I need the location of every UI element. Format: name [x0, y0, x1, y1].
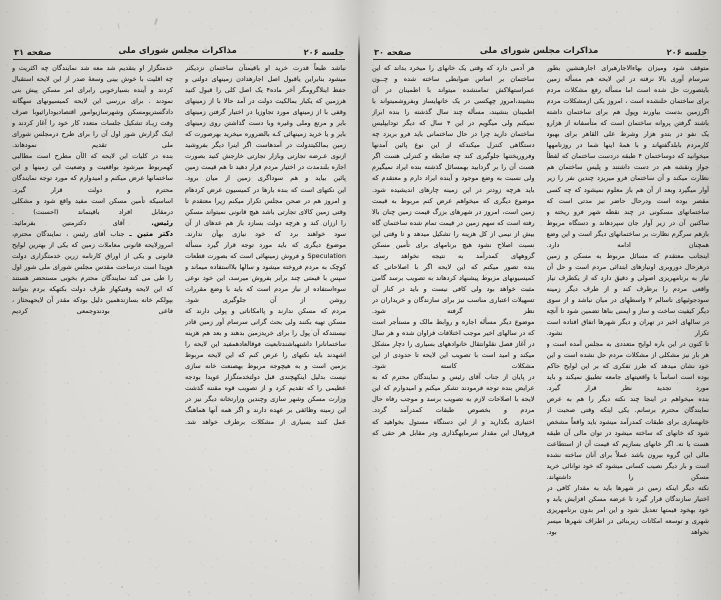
body-paragraph: بنده تصور میکنم که این لایحه اگر با اصلاحاتی که کمیسیونهای مربوط پیشنهاد کردهاند به تصویب برسد گامی مثبت خواهد بود ولی کافی نیست و باید در کنار آن تسهیلات اعتباری مناسب نیز برای سازندگان و خریداران در نظر گرفته شود. [372, 262, 535, 316]
right-page-number: صفحه ۳۰ [374, 46, 412, 57]
body-paragraph: مردم که مسکن ندارند و پاامکاناتی و پولی دارند که مسکن تهیه بکنند ولی بحث گرانی سرسام آور زمین قادر نیستندکه آن پول را برای خریدزمین بدهند و بعد هم هزینه ساختمانانرا داشتهباشندتابعیت فوقالعادهمفید این لایحه را اشهدند باید نکتهای را عرض کنم که این لایحه مربوط بزمین است و به هیچوجه مربوط بهصنعت خانه سازی نیست بدلیل اینکهچندی قبل دولتخدمتگزار عویدا بودجه عظیمی را که تقدیم کرد و از تصویب قوه مقننه گذشت وزارت مسکن وشهر سازی وچندین وزارتخانه دیگر نیز در این زمینه وظائفی بر عهده دارند و اگر همه آنها هماهنگ عمل کنند بسیاری از مشکلات برطرف خواهد شد. [185, 307, 346, 426]
speaker-name-deputy: دکتر متین ـ [129, 229, 173, 238]
left-page-number: صفحه ۳۱ [14, 46, 52, 57]
scan-speck [275, 540, 277, 542]
body-paragraph: متوقف شود ومیزان بهاءالاجارهبرای اجارهنشین بطور سرسام آوری بالا نرفته در این لایحه هم مسأله زمین بایتصورت حل شده است اما مسأله رفع مشکلات مردم برای ساختمان حلنشده است ، امروز یکی ازمشکلات مردم اگرزمین بدست بیاورند وپول هم برای ساختمان داشته باشند گرفتن پروانه ساختمان است که متأسفانه از هزارو یک نفو در بتدو هزار وشرط علی القاهر برای بهبود کارمردم بابلدگفتهاند و با همهٔ اینها شما در روزنامهها میخوانید که دوساختمان ۴ طبقه دردست ساختمان که لفظاً جواز ونقشه هم در دست داشتند و پلیس ساختمان هم نظارت میکند و آن ساختمان فرو میریزد چندین نفر را زیر آوار میگیرد وبعد از آن هم باز معلوم نمیشود که چه کسی مقصر بوده است ودرحال حاضر نیز مدتی است که ساختمانهای مسکونی در چند نقطه شهر فرو ریخته و ساکنین آن در زیر آوار جان سپردهاند و دستگاه مربوط بازهم سرگرم نظارت بر ساختمانهای دیگر است و این وضع همچنان ادامه دارد. [546, 64, 709, 249]
right-page-document-title: مذاکرات مجلس شورای ملی [479, 46, 599, 57]
speech-text: جناب آقای رئیس ، نمایندگان محترم، امروزلایحه قانونی معاملات زمین که یکی از بهترین لوایح قانونی و یکی از اوراق کارنامه زرین خدمتگزاری دولت هویدا است درساحت مقدس مجلس شورای ملی شور اول را طی می کند نمایندگان محترم بخوبی مستحضر هستند که این لایحه وقتیکهاز طرف دولت بکتهکه بردم بتوانند بپولکم خانه بسازندهمین دلیل بودکه مقدر آن لایحهبحثاز ، فاعی بودندوجمعی کردیم [12, 229, 173, 316]
body-paragraph: موضوع دیگر مسأله اجاره و روابط مالک و مستأجر است که در سالهای اخیر موجب اختلافات فراوان شده و هر سال در آغاز فصل نقلوانتقال خانوادههای بسیاری را دچار مشکل میکند و امید است با تصویب این لایحه تا حدودی از این مشکلات کاسته شود. [372, 318, 535, 371]
body-paragraph: موضوع دیگری که میخواهم عرض کنم مربوط به قیمت زمین است، امروز در شهرهای بزرگ قیمت زمین چنان بالا رفته است که سهم زمین در قیمت تمام شده ساختمان گاه بیش از نیمی از کل هزینه را تشکیل میدهد و تا وقتی این نسبت اصلاح نشود هیچ برنامهای برای تأمین مسکن گروههای کمدرآمد به نتیجه نخواهد رسید. [372, 196, 535, 260]
body-paragraph: تا کنون در این باره لوایح متعددی به مجلس آمده است و هر بار نیز مشکلی از مشکلات مردم حل نشده است و این خود نشان میدهد که طرز تفکری که بر این لوایح حاکم بوده است اساساً با واقعیتهای جامعه تطبیق نمیکند و باید مورد تجدید نظر قرار گیرد. [546, 340, 709, 393]
body-paragraph: اختیاری بگذارید و از این دستگاه مستول بخواهید که فروقبال این مقدار سرمایهگذاری ودر مقابل هر حقی که [372, 417, 535, 437]
left-page-column-left [12, 63, 173, 590]
body-paragraph: نکته دیگر اینکه زمین در شهرها باید به مقدار کافی در اختیار سازندگان قرار گیرد تا عرضه مسکن افزایش یابد و خود بهخود قیمتها تعدیل شود و این امر بدون برنامهریزی شهری و توسعه امکانات زیربنائی در اطراف شهرها میسر نخواهد بود. [546, 483, 709, 536]
speech-turn-deputy [12, 229, 173, 317]
body-paragraph: بنده میخواهم در اینجا چند نکته دیگر را هم به عرض نمایندگان محترم برسانم. یکی اینکه وقتی صحبت از خانهسازی برای طبقات کمدرآمد میشود باید واقعاً مشخص شود که خانهای که ساخته میشود در توان مالی آن طبقه هست یا نه. اگر خانهای بسازیم که قیمت آن از استطاعت مالی این گروه بیرون باشد عملاً برای آنان ساخته نشده است و بار دیگر نصیب کسانی میشود که خود توانائی خرید مسکن را داشتهاند. [546, 395, 709, 481]
right-page-running-head [372, 40, 709, 57]
left-page-columns [12, 63, 346, 590]
right-page [360, 0, 721, 600]
book-gutter-line [358, 34, 360, 594]
left-page-session-label: جلسه ۲۰۶ [303, 46, 344, 57]
speech-text: آقای دکترمتین بفرمائید. [12, 218, 152, 227]
right-page-columns [372, 63, 709, 590]
right-page-header-rule [373, 59, 708, 60]
body-paragraph: بنده در کلیات این لایحه که الآن مطرح است مطالبی کهمربوط میرشود بواقعیت و وضعیت این زمینها و این ساختمانها عرض میکنم و امیدوارم که مورد توجه نمایندگان محترم و دولت قرار گیرد. [12, 152, 173, 194]
body-paragraph: اینجانب معتقدم که مسائل مربوط به مسکن و زمین درهرحال دوروبری اونیازهای ابتدائی مردم است و حل آن نیاز به برنامهریزی اصولی و دقیق دارد که از یکطرف نیاز واقعی مردم را برطرف کند و از طرف دیگر زمینه سودجوئیهای ناسالم ۲ واسطهای در میان نباشد و از سوی دیگر کیفیت ساخت و ساز و ایمنی بناها تضمین شود تا آنچه در سالهای اخیر در تهران و دیگر شهرها اتفاق افتاده است تکرار نشود. [546, 251, 709, 338]
body-paragraph: اساسیکه تأمین مسکن است مفید واقع شود و مشکلی درمقابل افراد باقینماند (احسنت) . [12, 196, 173, 216]
left-page-column-right [185, 63, 346, 590]
scan-speck [545, 589, 547, 591]
right-page-session-label: جلسه ۲۰۶ [666, 46, 707, 57]
speaker-name-chair: رئیس. [151, 218, 173, 227]
scan-speck [188, 591, 190, 593]
body-paragraph: در پایان از جناب آقای رئیس و نمایندگان محترم که به عرایض بنده توجه فرمودند تشکر میکنم و امیدوارم که این لایحه با اصلاحات لازم به تصویب برسد و موجب رفاه حال مردم و بخصوص طبقات کمدرآمد گردد. [372, 373, 535, 415]
body-paragraph: موضوع دیگری که باید مورد توجه قرار گیرد مسأله Speculation و فروش زمینهائی است که بصورت قطعات کوچک به مردم فروخته میشود و سالها بلااستفاده میماند و سپس با قیمتی چند برابر بفروش میرسد، این خود نوعی سوءاستفاده از نیاز مردم است که باید با وضع مقررات روشن از آن جلوگیری شود. [185, 240, 346, 304]
left-page-header-rule [13, 59, 345, 60]
left-page-running-head [12, 40, 346, 57]
speech-turn-chair [12, 218, 173, 229]
body-paragraph: این نکتهای است که بنده بارها در کمیسیون عرض کردهام و امروز هم در صحن مجلس تکرار میکنم زیرا معتقدم تا وقتی زمین کالای تجارتی باشد هیچ قانونی نمیتواند مسکن را ارزان کند و هرچه دولت بسازد باز هم عدهای از آن سود خواهند برد که خود نیازی بهآن ندارند. [185, 185, 346, 238]
scan-speck [620, 592, 622, 594]
body-paragraph: نباشد طبعاً قدرت خرید او باقیمتآن ساختمان نزدیکتر میشود بنابراین یاقبول اصل اجارهدادن زمینهای دولتی و حفظ اینلاگرومگر آخر ماده۴ یک اصل کلی را قبول کنید هرزمین که یکبار بمالکیت دولت در آمد حالا با از زمینهای وقفی با از زمینهای مورد تجاوزیا در اختیار گرفتن زمینهای بایر و مرتع وملی وغیره وبا دست گذاشتن روی زمینهای بایر و یا خرید زمینهائی کـه بالضروره میخرید بهرصورت که زمین بمالکیتدولت در آمدهاست اگر اینرا دیگر بفروشید ازنوی عـرضه تجارتی وبازار تجارتی خارجش کنید بصورت اجاره بلندمدت در اختیار مردم قرار دهید تا هم قیمت زمین پائین بیاید و هم سوداگری زمین از میان برود. [185, 64, 346, 183]
body-paragraph: هر آدمی دارد که وقتی یک خانهای را میخرد بداند که این ساختمان بر اساس ضوابطی ساخته شده و چــون عمراستهلاکش تمامنشده میتواند با اطمینان در آن بنشیند،امروز چهکسی در یک خانهایساز وبفروشمیتواند با اطمینان بنشیند، مسأله چند سال گذشته را بنده ابراز نمیکنم ولی میگویم در این ۴ سال که دیگر تودایپلیس ساختمان دارید چرا در حال ساختمانی باید فرو بریزد چه دستگاهی کنترل میکندکه از این نوع پائین آمدنها وفروریختنها جلوگیری کند چه ضابطه و کنترلی هست اگر هست آن را بر گردابید بهمسائل گذشته بنده ایراد نمیگیرم ولی نسبت به وضع موجود و آینده ایراد دارم و معتقدم که باید هرچه زودتر در این زمینه چارهای اندیشیده شود. [372, 64, 535, 194]
right-page-column-left [372, 63, 535, 590]
body-paragraph: خدمتگزار او بتقدیم شد معه شد نمایندگان چه اکثریت و چه اقلیت با خوش بینی وسعهٔ صدر از این لایحه استقبال کردند و آینده بسیارخوبی رابرای امر مسکن پیش بنی نمودند . برای بررسی این لایحه کمیسیونهای سهگانه دادگستریومسکن وشهرسازیوامور اقتصادیوداراثیوبا صرف وقت زیـاد تشکیل جلسات متعدد کار خود را آغاز کردند و اینک گزارش شور اول آن را برای طرح درمجلس شورای ملی تقدیم نمودهاند. [12, 64, 173, 150]
left-page-document-title: مذاکرات مجلس شورای ملی [118, 46, 237, 57]
scan-speck [121, 586, 123, 588]
left-page [0, 0, 358, 600]
right-page-column-right [547, 63, 710, 590]
